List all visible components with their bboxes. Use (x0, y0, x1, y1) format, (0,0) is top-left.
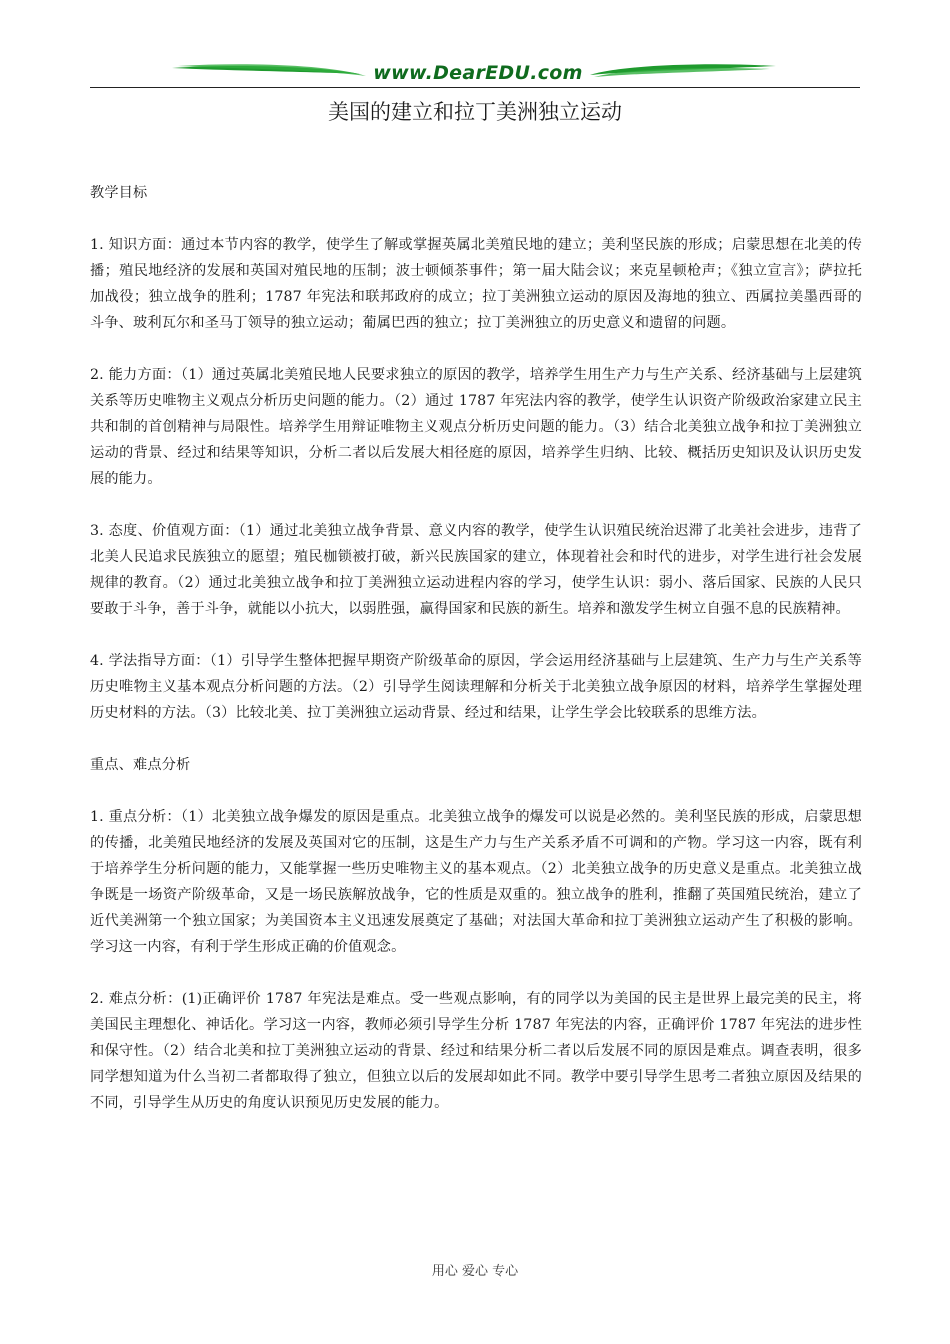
paragraph-key-points: 1. 重点分析：（1）北美独立战争爆发的原因是重点。北美独立战争的爆发可以说是必然的。美利坚民族的形成，启蒙思想的传播，北美殖民地经济的发展及英国对它的压制，这是生产力与生产关系矛盾不可调和的产物。学习这一内容，既有利于培养学生分析问题的能力，又能掌握一些历史唯物主义的基本观点。（2）北美独立战争的历史意义是重点。北美独立战争既是一场资产阶级革命，又是一场民族解放战争，它的性质是双重的。独立战争的胜利，推翻了英国殖民统治，建立了近代美洲第一个独立国家；为美国资本主义迅速发展奠定了基础；对法国大革命和拉丁美洲独立运动产生了积极的影响。学习这一内容，有利于学生形成正确的价值观念。 (90, 809, 862, 955)
paragraph-method: 4. 学法指导方面：（1）引导学生整体把握早期资产阶级革命的原因，学会运用经济基础与上层建筑、生产力与生产关系等历史唯物主义基本观点分析问题的方法。（2）引导学生阅读理解和分析关于北美独立战争原因的材料，培养学生掌握处理历史材料的方法。（3）比较北美、拉丁美洲独立运动背景、经过和结果，让学生学会比较联系的思维方法。 (90, 653, 862, 721)
document-body (90, 180, 862, 1142)
page-header (90, 60, 860, 90)
paragraph-ability: 2. 能力方面：（1）通过英属北美殖民地人民要求独立的原因的教学，培养学生用生产力与生产关系、经济基础与上层建筑关系等历史唯物主义观点分析历史问题的能力。（2）通过 1787 年宪法内容的教学，使学生认识资产阶级政治家建立民主共和制的首创精神与局限性。培养学生用辩证唯物主义观点分析历史问题的能力。（3）结合北美独立战争和拉丁美洲独立运动的背景、经过和结果等知识，分析二者以后发展大相径庭的原因，培养学生归纳、比较、概括历史知识及认识历史发展的能力。 (90, 367, 862, 487)
paragraph-attitude: 3. 态度、价值观方面：（1）通过北美独立战争背景、意义内容的教学，使学生认识殖民统治迟滞了北美社会进步，违背了北美人民追求民族独立的愿望；殖民枷锁被打破，新兴民族国家的建立，体现着社会和时代的进步，对学生进行社会发展规律的教育。（2）通过北美独立战争和拉丁美洲独立运动进程内容的学习，使学生认识：弱小、落后国家、民族的人民只要敢于斗争，善于斗争，就能以小抗大，以弱胜强，赢得国家和民族的新生。培养和激发学生树立自强不息的民族精神。 (90, 523, 862, 617)
section-heading-key-points: 重点、难点分析 (90, 757, 191, 773)
site-logo-text[interactable]: www.DearEDU.com (373, 62, 583, 84)
page-title: 美国的建立和拉丁美洲独立运动 (328, 100, 622, 124)
page-footer: 用心 爱心 专心 (431, 1264, 519, 1279)
header-rule (90, 87, 860, 88)
section-heading-objectives: 教学目标 (90, 185, 148, 201)
paragraph-difficulties: 2. 难点分析：(1)正确评价 1787 年宪法是难点。受一些观点影响，有的同学以为美国的民主是世界上最完美的民主，将美国民主理想化、神话化。学习这一内容，教师必须引导学生分析 1787 年宪法的内容，正确评价 1787 年宪法的进步性和保守性。（2）结合北美和拉丁美洲独立运动的背景、经过和结果分析二者以后发展不同的原因是难点。调查表明，很多同学想知道为什么当初二者都取得了独立，但独立以后的发展却如此不同。教学中要引导学生思考二者独立原因及结果的不同，引导学生从历史的角度认识预见历史发展的能力。 (90, 991, 862, 1111)
paragraph-knowledge: 1. 知识方面：通过本节内容的教学，使学生了解或掌握英属北美殖民地的建立；美利坚民族的形成；启蒙思想在北美的传播；殖民地经济的发展和英国对殖民地的压制；波士顿倾茶事件；第一届大陆会议；来克星顿枪声；《独立宣言》；萨拉托加战役；独立战争的胜利；1787 年宪法和联邦政府的成立；拉丁美洲独立运动的原因及海地的独立、西属拉美墨西哥的斗争、玻利瓦尔和圣马丁领导的独立运动；葡属巴西的独立；拉丁美洲独立的历史意义和遗留的问题。 (90, 237, 862, 331)
